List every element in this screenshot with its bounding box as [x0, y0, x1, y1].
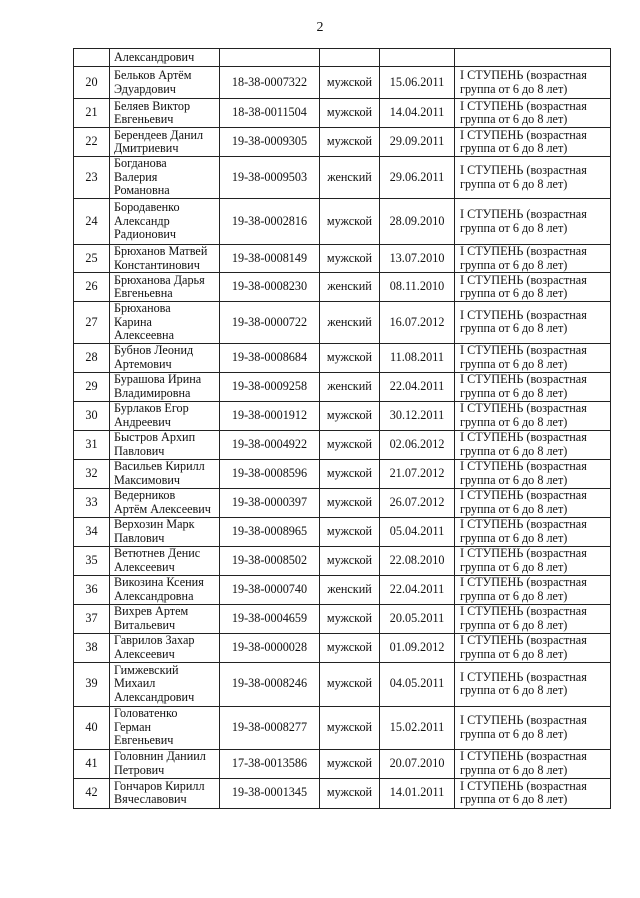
table-row: [74, 302, 611, 344]
stage-cell-line: группа от 6 до 8 лет): [460, 141, 568, 155]
full-name-cell-line: Петрович: [114, 762, 165, 777]
uin-cell: 18-38-0011504: [220, 99, 320, 128]
birth-date-cell: 01.09.2012: [380, 633, 455, 662]
gender-cell: женский: [320, 372, 380, 401]
full-name-cell-line: Брюханова: [114, 301, 171, 315]
full-name-cell: [110, 343, 220, 372]
full-name-cell: [110, 575, 220, 604]
gender-cell: мужской: [320, 778, 380, 808]
stage-cell-line: группа от 6 до 8 лет): [460, 321, 568, 336]
stage-cell-line: группа от 6 до 8 лет): [460, 501, 568, 516]
uin-cell: 19-38-0008502: [220, 546, 320, 575]
gender-cell: мужской: [320, 430, 380, 459]
stage-cell-line: I СТУПЕНЬ (возрастная: [460, 343, 587, 357]
full-name-cell-line: Бородавенко: [114, 200, 180, 215]
full-name-cell: [110, 459, 220, 488]
stage-cell-line: группа от 6 до 8 лет): [460, 257, 568, 272]
table-row: [74, 430, 611, 459]
uin-cell: 19-38-0008965: [220, 517, 320, 546]
gender-cell: мужской: [320, 343, 380, 372]
table-row: [74, 459, 611, 488]
uin-cell: 19-38-0000740: [220, 575, 320, 604]
gender-cell: мужской: [320, 99, 380, 128]
stage-cell-line: I СТУПЕНЬ (возрастная: [460, 546, 587, 560]
full-name-cell-line: Радионович: [114, 227, 177, 242]
stage-cell-line: группа от 6 до 8 лет): [460, 559, 568, 574]
uin-cell: 19-38-0001912: [220, 401, 320, 430]
birth-date-cell: 08.11.2010: [380, 273, 455, 302]
full-name-cell-line: Романовна: [114, 183, 170, 198]
gender-cell: мужской: [320, 604, 380, 633]
stage-cell: [455, 575, 611, 604]
stage-cell-line: I СТУПЕНЬ (возрастная: [460, 163, 587, 177]
stage-cell-line: I СТУПЕНЬ (возрастная: [460, 430, 587, 444]
uin-cell: 19-38-0002816: [220, 199, 320, 245]
full-name-cell: [110, 99, 220, 128]
full-name-cell-line: Евгеньевич: [114, 733, 174, 748]
gender-cell: [320, 49, 380, 67]
uin-cell: 19-38-0000028: [220, 633, 320, 662]
full-name-cell: [110, 488, 220, 517]
full-name-cell: [110, 517, 220, 546]
birth-date-cell: 22.04.2011: [380, 372, 455, 401]
stage-cell-line: I СТУПЕНЬ (возрастная: [460, 669, 587, 684]
stage-cell-line: I СТУПЕНЬ (возрастная: [460, 488, 587, 502]
table-row: [74, 199, 611, 245]
stage-cell: [455, 662, 611, 706]
full-name-cell-line: Беляев Виктор: [114, 98, 191, 113]
gender-cell: мужской: [320, 245, 380, 273]
full-name-cell-line: Бельков Артём: [114, 68, 192, 82]
uin-cell: 19-38-0008246: [220, 662, 320, 706]
row-number-cell: 23: [74, 157, 110, 199]
uin-cell: 19-38-0008596: [220, 459, 320, 488]
full-name-cell-line: Павлович: [114, 443, 165, 458]
stage-cell: [455, 430, 611, 459]
table-row: [74, 67, 611, 99]
birth-date-cell: 04.05.2011: [380, 662, 455, 706]
stage-cell: [455, 517, 611, 546]
full-name-cell-line: Артём Алексеевич: [114, 501, 211, 516]
gender-cell: мужской: [320, 67, 380, 99]
birth-date-cell: 20.05.2011: [380, 604, 455, 633]
birth-date-cell: 15.06.2011: [380, 67, 455, 99]
full-name-cell-line: Константинович: [114, 257, 200, 272]
row-number-cell: 33: [74, 488, 110, 517]
gender-cell: женский: [320, 302, 380, 344]
full-name-cell-line: Алексеевич: [114, 646, 175, 661]
stage-cell: [455, 245, 611, 273]
full-name-cell-line: Васильев Кирилл: [114, 459, 205, 473]
stage-cell: [455, 128, 611, 157]
full-name-cell-line: Вихрев Артем: [114, 604, 189, 618]
stage-cell-line: I СТУПЕНЬ (возрастная: [460, 778, 587, 793]
full-name-cell: [110, 302, 220, 344]
stage-cell-line: группа от 6 до 8 лет): [460, 356, 568, 371]
uin-cell: 19-38-0001345: [220, 778, 320, 808]
birth-date-cell: 16.07.2012: [380, 302, 455, 344]
stage-cell-line: группа от 6 до 8 лет): [460, 443, 568, 458]
full-name-cell: [110, 633, 220, 662]
stage-cell: [455, 749, 611, 778]
row-number-cell: 21: [74, 99, 110, 128]
uin-cell: 19-38-0004659: [220, 604, 320, 633]
stage-cell-line: I СТУПЕНЬ (возрастная: [460, 459, 587, 473]
full-name-cell-line: Вячеславович: [114, 792, 187, 806]
table-row: [74, 49, 611, 67]
table-row: [74, 245, 611, 273]
row-number-cell: 22: [74, 128, 110, 157]
stage-cell: [455, 459, 611, 488]
uin-cell: 19-38-0008684: [220, 343, 320, 372]
row-number-cell: 20: [74, 67, 110, 99]
uin-cell: 19-38-0009305: [220, 128, 320, 157]
stage-cell: [455, 302, 611, 344]
stage-cell: [455, 199, 611, 245]
full-name-cell-line: Богданова: [114, 156, 167, 171]
stage-cell-line: группа от 6 до 8 лет): [460, 286, 568, 300]
stage-cell-line: I СТУПЕНЬ (возрастная: [460, 207, 587, 221]
birth-date-cell: 13.07.2010: [380, 245, 455, 273]
row-number-cell: 34: [74, 517, 110, 546]
row-number-cell: 25: [74, 245, 110, 273]
full-name-cell-line: Верхозин Марк: [114, 517, 195, 531]
stage-cell-line: группа от 6 до 8 лет): [460, 726, 568, 741]
gender-cell: женский: [320, 575, 380, 604]
birth-date-cell: 22.04.2011: [380, 575, 455, 604]
birth-date-cell: 11.08.2011: [380, 343, 455, 372]
stage-cell: [455, 546, 611, 575]
full-name-cell: [110, 546, 220, 575]
full-name-cell-line: Михаил: [114, 676, 156, 691]
stage-cell-line: I СТУПЕНЬ (возрастная: [460, 244, 587, 258]
full-name-cell: [110, 273, 220, 302]
stage-cell-line: I СТУПЕНЬ (возрастная: [460, 575, 587, 589]
full-name-cell: [110, 128, 220, 157]
full-name-cell-line: Евгеньевна: [114, 286, 173, 300]
full-name-cell-line: Гаврилов Захар: [114, 633, 195, 647]
gender-cell: мужской: [320, 459, 380, 488]
table-row: [74, 401, 611, 430]
full-name-cell-line: Гимжевский: [114, 662, 179, 677]
birth-date-cell: 05.04.2011: [380, 517, 455, 546]
stage-cell: [455, 273, 611, 302]
table-row: [74, 128, 611, 157]
stage-cell-line: группа от 6 до 8 лет): [460, 762, 568, 777]
stage-cell-line: группа от 6 до 8 лет): [460, 112, 568, 126]
full-name-cell-line: Алексеевич: [114, 559, 175, 574]
birth-date-cell: [380, 49, 455, 67]
stage-cell-line: I СТУПЕНЬ (возрастная: [460, 749, 587, 763]
stage-cell-line: группа от 6 до 8 лет): [460, 617, 568, 632]
stage-cell-line: группа от 6 до 8 лет): [460, 646, 568, 661]
full-name-cell-line: Александрович: [114, 49, 195, 64]
full-name-cell: [110, 401, 220, 430]
gender-cell: мужской: [320, 401, 380, 430]
stage-cell: [455, 778, 611, 808]
full-name-cell: [110, 706, 220, 749]
full-name-cell: [110, 49, 220, 67]
table-row: [74, 633, 611, 662]
row-number-cell: 27: [74, 302, 110, 344]
full-name-cell-line: Эдуардович: [114, 81, 176, 96]
gender-cell: мужской: [320, 546, 380, 575]
full-name-cell-line: Александр: [114, 213, 170, 228]
full-name-cell: [110, 749, 220, 778]
row-number-cell: [74, 49, 110, 67]
full-name-cell-line: Валерия: [114, 169, 158, 184]
gender-cell: мужской: [320, 488, 380, 517]
row-number-cell: 31: [74, 430, 110, 459]
participants-table: [73, 48, 611, 809]
stage-cell: [455, 157, 611, 199]
participants-table-body: [74, 49, 611, 809]
stage-cell-line: I СТУПЕНЬ (возрастная: [460, 68, 587, 82]
uin-cell: 19-38-0008230: [220, 273, 320, 302]
table-row: [74, 662, 611, 706]
full-name-cell-line: Евгеньевич: [114, 112, 174, 126]
birth-date-cell: 21.07.2012: [380, 459, 455, 488]
stage-cell-line: I СТУПЕНЬ (возрастная: [460, 272, 587, 287]
table-row: [74, 575, 611, 604]
gender-cell: мужской: [320, 749, 380, 778]
row-number-cell: 37: [74, 604, 110, 633]
birth-date-cell: 20.07.2010: [380, 749, 455, 778]
birth-date-cell: 28.09.2010: [380, 199, 455, 245]
full-name-cell: [110, 67, 220, 99]
full-name-cell-line: Бурлаков Егор: [114, 401, 189, 415]
row-number-cell: 28: [74, 343, 110, 372]
full-name-cell-line: Карина: [114, 314, 152, 329]
gender-cell: мужской: [320, 706, 380, 749]
stage-cell-line: группа от 6 до 8 лет): [460, 414, 568, 429]
uin-cell: [220, 49, 320, 67]
stage-cell: [455, 343, 611, 372]
stage-cell-line: I СТУПЕНЬ (возрастная: [460, 604, 587, 618]
table-row: [74, 157, 611, 199]
full-name-cell-line: Головатенко: [114, 706, 178, 721]
stage-cell-line: группа от 6 до 8 лет): [460, 385, 568, 400]
row-number-cell: 29: [74, 372, 110, 401]
table-row: [74, 706, 611, 749]
birth-date-cell: 22.08.2010: [380, 546, 455, 575]
full-name-cell: [110, 157, 220, 199]
stage-cell-line: группа от 6 до 8 лет): [460, 792, 568, 806]
table-row: [74, 749, 611, 778]
uin-cell: 19-38-0004922: [220, 430, 320, 459]
uin-cell: 19-38-0009258: [220, 372, 320, 401]
table-row: [74, 343, 611, 372]
stage-cell: [455, 372, 611, 401]
stage-cell: [455, 633, 611, 662]
full-name-cell-line: Артемович: [114, 356, 172, 371]
table-row: [74, 517, 611, 546]
full-name-cell-line: Андреевич: [114, 414, 171, 429]
stage-cell-line: группа от 6 до 8 лет): [460, 472, 568, 487]
row-number-cell: 40: [74, 706, 110, 749]
stage-cell: [455, 604, 611, 633]
full-name-cell-line: Ведерников: [114, 488, 176, 502]
gender-cell: мужской: [320, 662, 380, 706]
table-row: [74, 273, 611, 302]
table-row: [74, 372, 611, 401]
stage-cell-line: I СТУПЕНЬ (возрастная: [460, 127, 587, 142]
stage-cell-line: группа от 6 до 8 лет): [460, 220, 568, 235]
uin-cell: 17-38-0013586: [220, 749, 320, 778]
full-name-cell-line: Герман: [114, 719, 151, 734]
full-name-cell: [110, 778, 220, 808]
full-name-cell: [110, 662, 220, 706]
full-name-cell-line: Брюханова Дарья: [114, 272, 205, 287]
uin-cell: 19-38-0009503: [220, 157, 320, 199]
birth-date-cell: 15.02.2011: [380, 706, 455, 749]
stage-cell-line: группа от 6 до 8 лет): [460, 530, 568, 545]
stage-cell-line: I СТУПЕНЬ (возрастная: [460, 98, 587, 113]
birth-date-cell: 14.01.2011: [380, 778, 455, 808]
uin-cell: 19-38-0008277: [220, 706, 320, 749]
full-name-cell-line: Викозина Ксения: [114, 575, 204, 589]
full-name-cell-line: Головнин Даниил: [114, 749, 206, 763]
full-name-cell-line: Гончаров Кирилл: [114, 778, 205, 793]
stage-cell-line: I СТУПЕНЬ (возрастная: [460, 517, 587, 531]
gender-cell: мужской: [320, 128, 380, 157]
uin-cell: 19-38-0008149: [220, 245, 320, 273]
stage-cell: [455, 488, 611, 517]
stage-cell-line: I СТУПЕНЬ (возрастная: [460, 401, 587, 415]
full-name-cell-line: Бубнов Леонид: [114, 343, 194, 357]
stage-cell: [455, 99, 611, 128]
full-name-cell: [110, 430, 220, 459]
stage-cell-line: группа от 6 до 8 лет): [460, 176, 568, 191]
birth-date-cell: 14.04.2011: [380, 99, 455, 128]
full-name-cell-line: Берендеев Данил: [114, 127, 204, 142]
stage-cell-line: I СТУПЕНЬ (возрастная: [460, 372, 587, 386]
row-number-cell: 42: [74, 778, 110, 808]
full-name-cell-line: Дмитриевич: [114, 141, 179, 155]
full-name-cell-line: Алексеевна: [114, 328, 174, 342]
row-number-cell: 39: [74, 662, 110, 706]
stage-cell-line: группа от 6 до 8 лет): [460, 81, 568, 96]
stage-cell: [455, 401, 611, 430]
gender-cell: женский: [320, 157, 380, 199]
table-row: [74, 99, 611, 128]
uin-cell: 19-38-0000397: [220, 488, 320, 517]
stage-cell-line: группа от 6 до 8 лет): [460, 588, 568, 603]
table-row: [74, 604, 611, 633]
row-number-cell: 38: [74, 633, 110, 662]
birth-date-cell: 29.09.2011: [380, 128, 455, 157]
birth-date-cell: 29.06.2011: [380, 157, 455, 199]
stage-cell-line: группа от 6 до 8 лет): [460, 683, 568, 697]
full-name-cell: [110, 604, 220, 633]
birth-date-cell: 30.12.2011: [380, 401, 455, 430]
row-number-cell: 32: [74, 459, 110, 488]
full-name-cell: [110, 372, 220, 401]
table-row: [74, 488, 611, 517]
full-name-cell: [110, 245, 220, 273]
full-name-cell-line: Максимович: [114, 472, 181, 487]
full-name-cell-line: Александрович: [114, 689, 195, 704]
full-name-cell-line: Александровна: [114, 588, 194, 603]
row-number-cell: 24: [74, 199, 110, 245]
stage-cell-line: I СТУПЕНЬ (возрастная: [460, 633, 587, 647]
full-name-cell-line: Павлович: [114, 530, 165, 545]
stage-cell: [455, 706, 611, 749]
uin-cell: 18-38-0007322: [220, 67, 320, 99]
gender-cell: мужской: [320, 633, 380, 662]
page-number: 2: [316, 20, 324, 35]
row-number-cell: 41: [74, 749, 110, 778]
stage-cell-line: I СТУПЕНЬ (возрастная: [460, 307, 587, 322]
row-number-cell: 26: [74, 273, 110, 302]
stage-cell: [455, 67, 611, 99]
full-name-cell-line: Витальевич: [114, 617, 176, 632]
gender-cell: мужской: [320, 199, 380, 245]
birth-date-cell: 02.06.2012: [380, 430, 455, 459]
row-number-cell: 35: [74, 546, 110, 575]
birth-date-cell: 26.07.2012: [380, 488, 455, 517]
stage-cell-line: I СТУПЕНЬ (возрастная: [460, 713, 587, 727]
uin-cell: 19-38-0000722: [220, 302, 320, 344]
row-number-cell: 30: [74, 401, 110, 430]
table-row: [74, 778, 611, 808]
row-number-cell: 36: [74, 575, 110, 604]
stage-cell: [455, 49, 611, 67]
full-name-cell-line: Владимировна: [114, 385, 191, 400]
full-name-cell-line: Брюханов Матвей: [114, 244, 208, 258]
full-name-cell-line: Быстров Архип: [114, 430, 196, 444]
gender-cell: женский: [320, 273, 380, 302]
table-row: [74, 546, 611, 575]
full-name-cell: [110, 199, 220, 245]
full-name-cell-line: Бурашова Ирина: [114, 372, 202, 386]
full-name-cell-line: Ветютнев Денис: [114, 546, 201, 560]
gender-cell: мужской: [320, 517, 380, 546]
